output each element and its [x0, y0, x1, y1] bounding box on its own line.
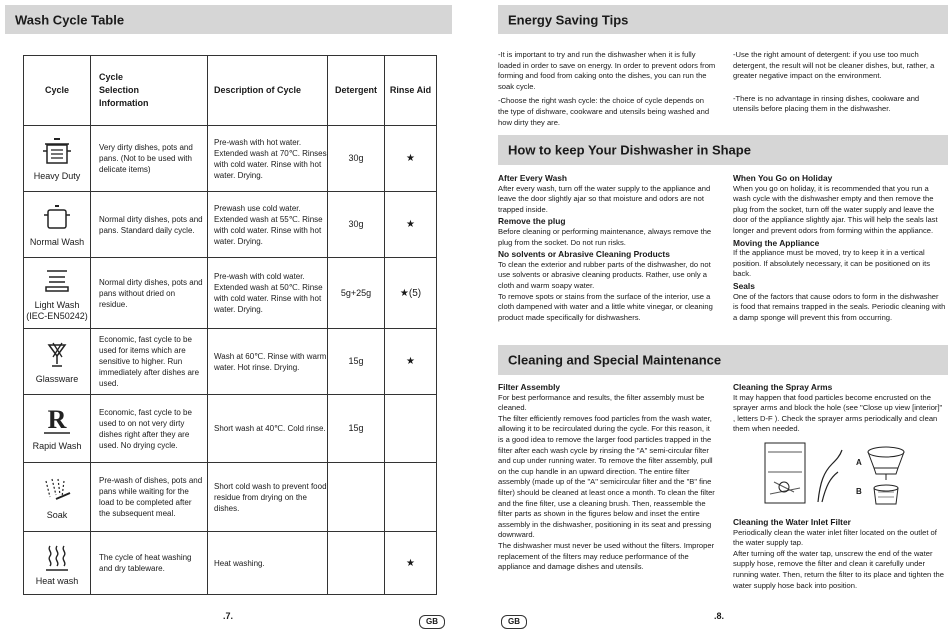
paragraph: The filter efficiently removes food particles from the wash water, allowing it to be recirculated during the cycle. For this reason, it is a good idea to remove the larger food particles trapped in the filter after each wash cycle by rinsing the "A" semi-circular filter and cup under running water. To remove the filter assembly, pull on the cup handle in an upward direction. The entire filter assembly (made up of the "A" semicircular filter and the "B" fine filter) should be cleaned at least once a month. To clean the filter and the fine filter, use a cleaning brush. Then, reassemble the filter parts as shown in the figures below and inset the entire assembly in the dishwasher, positioning in its seat and pressing downward.: [498, 413, 715, 540]
section-title: Cleaning and Special Maintenance: [508, 352, 722, 368]
pot-icon: [24, 201, 90, 235]
bowl-icon: [24, 264, 90, 298]
cycle-cell: [24, 395, 91, 463]
cycle-cell: [24, 258, 91, 329]
paragraph: If the appliance must be moved, try to keep it in a vertical position. If absolutely necessary, it can be positioned on its back.: [733, 248, 930, 279]
paragraph: After every wash, turn off the water supply to the appliance and leave the door slightly ajar so that moisture and odors are not trapped inside.: [498, 183, 711, 214]
subheading: Seals: [733, 280, 755, 291]
spray-arm-illustration: [764, 442, 806, 504]
paragraph: Periodically clean the water inlet filter located on the outlet of the water supply tap.: [733, 527, 937, 548]
detergent-cell: 30g: [328, 192, 385, 258]
header-detergent: Detergent: [328, 56, 385, 126]
cycle-name: Rapid Wash: [32, 441, 82, 451]
tip-paragraph: -Use the right amount of detergent: if you use too much detergent, the result will not be cleaner dishes, but, rather, a greater negative impact on the environment.: [733, 50, 935, 81]
wash-cycle-title-bar: [5, 5, 452, 34]
cycle-name: Glassware: [35, 374, 79, 384]
paragraph: To remove spots or stains from the surface of the interior, use a cloth dampened with water and a little white vinegar, or cleaning product made specifically for dishwashers.: [498, 291, 713, 322]
table-row: [24, 126, 437, 192]
table-row: [24, 329, 437, 395]
paragraph: When you go on holiday, it is recommended that you run a wash cycle with the dishwasher empty and then remove the plug from the socket, turn off the water supply and leave the door of the appliance slightly ajar. This will help the seals last longer and prevent odors from forming within the appliance.: [733, 183, 938, 235]
subheading: Cleaning the Spray Arms: [733, 382, 833, 392]
spray-icon: [24, 474, 90, 508]
paragraph: Before cleaning or performing maintenance, always remove the plug from the socket. Do not run risks.: [498, 226, 712, 247]
cycle-cell: [24, 532, 91, 595]
shape-left-column: [498, 172, 716, 323]
page-number-left: .7.: [223, 611, 234, 621]
shape-right-column: [733, 172, 946, 323]
selection-cell: The cycle of heat washing and dry tableware.: [91, 532, 208, 595]
wash-cycle-table: [23, 55, 437, 595]
description-cell: Pre-wash with cold water. Extended wash at 50℃. Rinse with cold water. Rinse with hot water. Drying.: [208, 258, 328, 329]
selection-cell: Very dirty dishes, pots and pans. (Not to be used with delicate items): [91, 126, 208, 192]
paragraph: To clean the exterior and rubber parts of the dishwasher, do not use solvents or abrasive cleaning products. Rather, use only a cloth and warm soapy water.: [498, 259, 711, 290]
hand-illustration: [814, 442, 844, 504]
header-rinse-aid: Rinse Aid: [385, 56, 437, 126]
selection-cell: Economic, fast cycle to be used for items which are sensitive to higher. Run immediately after dishes are used.: [91, 329, 208, 395]
filter-assembly-illustration: [854, 442, 909, 510]
table-row: [24, 463, 437, 532]
detergent-cell: 5g+25g: [328, 258, 385, 329]
cycle-name: Soak: [46, 509, 68, 520]
table-row: [24, 258, 437, 329]
selection-cell: Pre-wash of dishes, pots and pans while waiting for the load to be completed after the subsequent meal.: [91, 463, 208, 532]
tip-paragraph: -There is no advantage in rinsing dishes, cookware and utensils before placing them in the dishwasher.: [733, 93, 920, 114]
header-description: Description of Cycle: [208, 56, 328, 126]
table-header-row: [24, 56, 437, 126]
header-cycle: Cycle: [24, 56, 91, 126]
cycle-name: Light Wash (IEC-EN50242): [26, 300, 88, 321]
rinse-aid-cell: ★: [385, 532, 437, 595]
paragraph: For best performance and results, the filter assembly must be cleaned.: [498, 392, 705, 413]
description-cell: Short cold wash to prevent food residue from drying on the dishes.: [208, 463, 328, 532]
cleaning-left-column: [498, 381, 716, 573]
energy-tips-bar: [498, 5, 948, 34]
cycle-cell: [24, 126, 91, 192]
cycle-cell: [24, 329, 91, 395]
detergent-cell: [328, 532, 385, 595]
cleaning-title-bar: [498, 345, 948, 375]
detergent-cell: 15g: [328, 329, 385, 395]
tip-paragraph: -It is important to try and run the dishwasher when it is fully loaded in order to save on energy. In order to prevent odors from forming and food from caking onto the dishes, you can run the soak cycle.: [498, 50, 716, 91]
selection-cell: Normal dirty dishes, pots and pans. Standard daily cycle.: [91, 192, 208, 258]
description-cell: Short wash at 40℃. Cold rinse.: [208, 395, 328, 463]
paragraph: After turning off the water tap, unscrew the end of the water supply hose, remove the filter and clean it carefully under running water. Then, return the filter to its place and tighten the water supply hose back into position.: [733, 548, 944, 590]
detergent-cell: 15g: [328, 395, 385, 463]
language-badge-right: GB: [501, 615, 527, 629]
subheading: When You Go on Holiday: [733, 173, 833, 183]
energy-tips-left-column: [498, 50, 716, 128]
subheading: Cleaning the Water Inlet Filter: [733, 517, 851, 527]
heat-icon: [24, 540, 90, 574]
tip-paragraph: -Choose the right wash cycle: the choice of cycle depends on the type of dishware, cookware and utensils being washed and how dirty they are.: [498, 96, 710, 127]
description-cell: Prewash use cold water. Extended wash at 55℃. Rinse with cold water. Rinse with hot water. Drying.: [208, 192, 328, 258]
svg-text:R: R: [47, 406, 67, 434]
cycle-cell: [24, 463, 91, 532]
cleaning-right-column-top: [733, 381, 946, 435]
description-cell: Wash at 60℃. Rinse with warm water. Hot rinse. Drying.: [208, 329, 328, 395]
subheading: Remove the plug: [498, 216, 566, 227]
filter-label-b: B: [856, 487, 862, 496]
cycle-cell: [24, 192, 91, 258]
subheading: Moving the Appliance: [733, 237, 820, 248]
rinse-aid-cell: ★(5): [385, 258, 437, 329]
cycle-name: Heavy Duty: [33, 171, 81, 181]
paragraph: It may happen that food particles become encrusted on the sprayer arms and block the hole (see "Close up view [interior]" , letters D-F ). Check the sprayer arms periodically and clean them when needed.: [733, 392, 943, 434]
cycle-name: Heat wash: [35, 575, 79, 586]
page-title: Wash Cycle Table: [15, 12, 125, 27]
energy-tips-right-column: [733, 50, 946, 115]
table-row: [24, 395, 437, 463]
pot-with-lid-icon: [24, 135, 90, 169]
rinse-aid-cell: [385, 395, 437, 463]
page-number-right: .8.: [714, 611, 725, 621]
subheading: Filter Assembly: [498, 382, 561, 392]
language-badge-left: GB: [419, 615, 445, 629]
paragraph: The dishwasher must never be used without the filters. Improper replacement of the filters may reduce performance of the appliance and damage dishes and utensils.: [498, 540, 715, 572]
header-selection: Cycle Selection Information: [91, 56, 208, 126]
selection-cell: Normal dirty dishes, pots and pans without dried on residue.: [91, 258, 208, 329]
selection-cell: Economic, fast cycle to be used to on not very dirty dishes right after they are used. No drying cycle.: [91, 395, 208, 463]
description-cell: Pre-wash with hot water. Extended wash at 70℃. Rinses with cold water. Rinse with hot water. Drying.: [208, 126, 328, 192]
rinse-aid-cell: ★: [385, 192, 437, 258]
shape-title-bar: [498, 135, 948, 165]
table-row: [24, 532, 437, 595]
rinse-aid-cell: ★: [385, 126, 437, 192]
cycle-name: Normal Wash: [29, 237, 85, 247]
rinse-aid-cell: [385, 463, 437, 532]
section-title: How to keep Your Dishwasher in Shape: [508, 142, 751, 158]
subheading: After Every Wash: [498, 173, 568, 183]
description-cell: Heat washing.: [208, 532, 328, 595]
subheading: No solvents or Abrasive Cleaning Products: [498, 249, 670, 260]
paragraph: One of the factors that cause odors to form in the dishwasher is food that remains trapped in the seals. Periodic cleaning with a damp sponge will prevent this from occurring.: [733, 291, 946, 322]
glass-icon: [24, 338, 90, 372]
filter-label-a: A: [856, 458, 862, 467]
detergent-cell: [328, 463, 385, 532]
detergent-cell: 30g: [328, 126, 385, 192]
rinse-aid-cell: ★: [385, 329, 437, 395]
table-row: [24, 192, 437, 258]
rapid-r-icon: [24, 405, 90, 439]
cleaning-right-column-bottom: [733, 516, 946, 591]
section-title: Energy Saving Tips: [508, 12, 629, 27]
